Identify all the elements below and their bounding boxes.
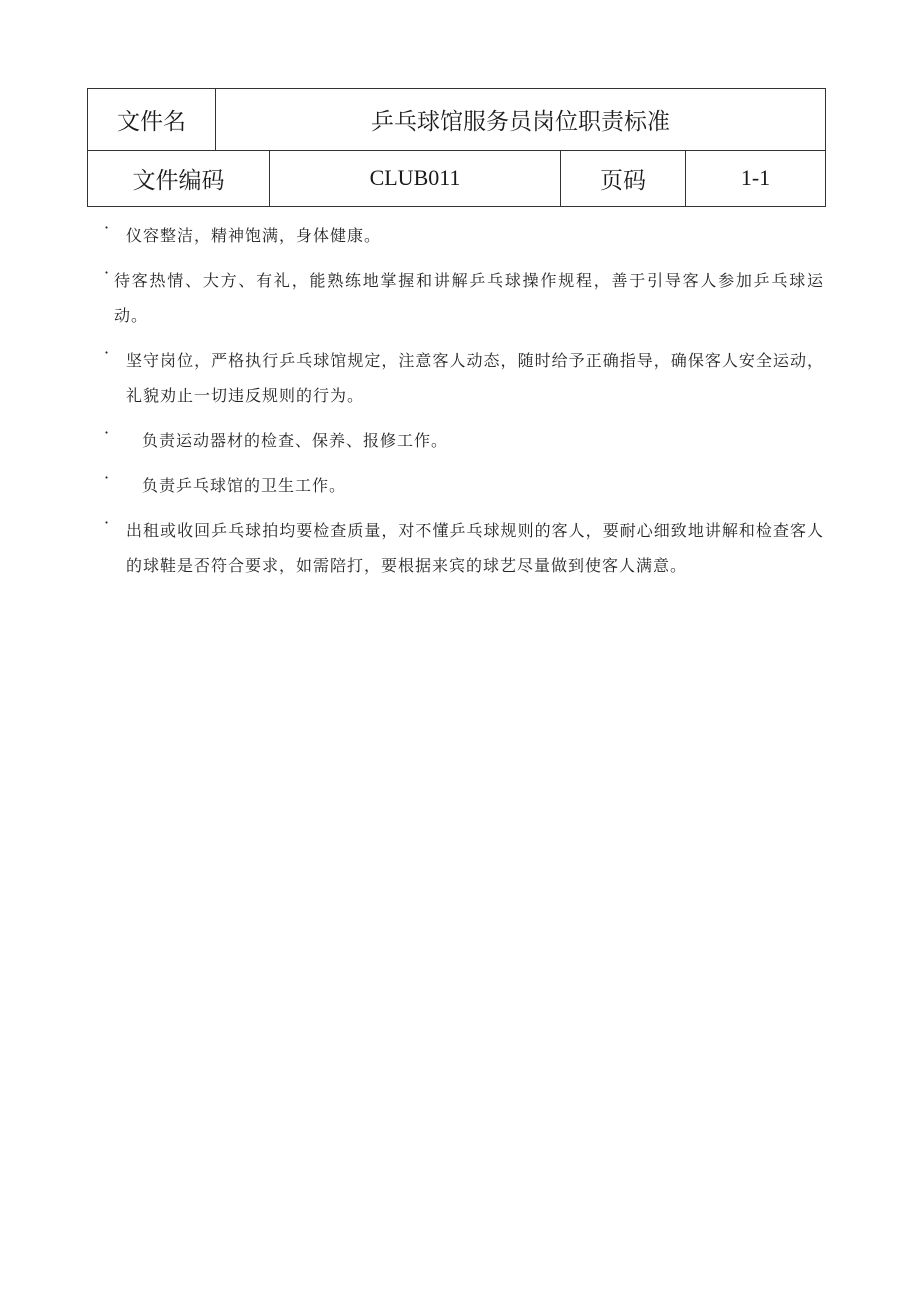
bullet-icon: ·	[104, 513, 110, 532]
duty-item	[104, 218, 824, 253]
file-code-value: CLUB011	[270, 150, 561, 206]
file-name-label: 文件名	[88, 89, 216, 150]
page-value: 1-1	[740, 165, 771, 190]
bullet-icon: ·	[104, 263, 110, 282]
duty-text: 仪容整洁，精神饱满，身体健康。	[126, 226, 382, 245]
duty-item	[104, 513, 824, 583]
header-row-title	[88, 89, 825, 151]
file-name-value: 乒乓球馆服务员岗位职责标准	[371, 109, 670, 135]
file-code-label: 文件编码	[88, 150, 270, 206]
duty-item	[104, 343, 824, 413]
page-label: 页码	[561, 150, 686, 206]
duty-text: 出租或收回乒乓球拍均要检查质量，对不懂乒乓球规则的客人，要耐心细致地讲解和检查客人的球鞋是否符合要求，如需陪打，要根据来宾的球艺尽量做到使客人满意。	[126, 521, 824, 575]
duties-list	[104, 218, 824, 593]
header-row-meta	[88, 150, 825, 206]
duty-text: 待客热情、大方、有礼，能熟练地掌握和讲解乒乓球操作规程，善于引导客人参加乒乓球运动。	[114, 271, 824, 325]
duty-item	[104, 468, 824, 503]
bullet-icon: ·	[104, 343, 110, 362]
document-header-table	[87, 88, 826, 207]
duty-item	[104, 263, 824, 333]
duty-item	[104, 423, 824, 458]
duty-text: 负责运动器材的检查、保养、报修工作。	[142, 431, 449, 450]
bullet-icon: ·	[104, 423, 110, 442]
bullet-icon: ·	[104, 218, 110, 237]
duty-text: 坚守岗位，严格执行乒乓球馆规定，注意客人动态，随时给予正确指导，确保客人安全运动，礼貌劝止一切违反规则的行为。	[126, 351, 824, 405]
bullet-icon: ·	[104, 468, 110, 487]
duty-text: 负责乒乓球馆的卫生工作。	[142, 476, 347, 495]
